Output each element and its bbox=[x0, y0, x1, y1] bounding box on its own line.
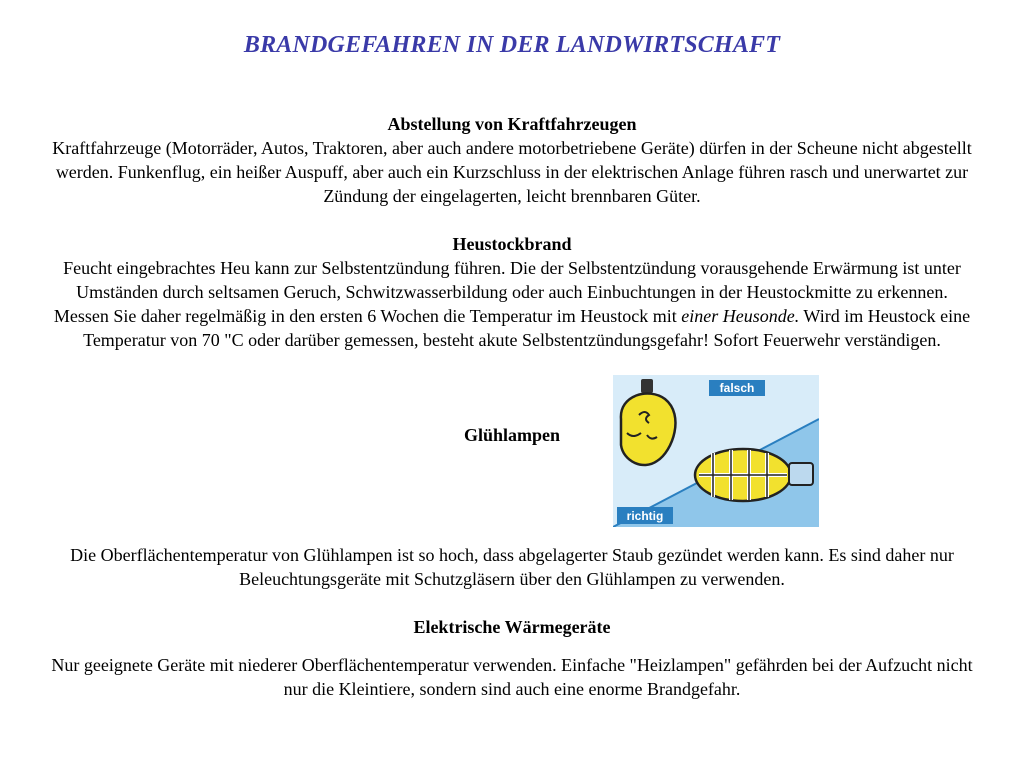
section-gluehlampen-heading bbox=[40, 423, 984, 447]
heading-waermegeraete: Elektrische Wärmegeräte bbox=[413, 617, 611, 637]
text-waermegeraete: Nur geeignete Geräte mit niederer Oberflächentemperatur verwenden. Einfache "Heizlampen" gefährden bei der Aufzucht nicht nur die Kleintiere, sondern sind auch eine enorme Brandgefahr. bbox=[51, 655, 973, 699]
label-wrong: falsch bbox=[719, 381, 755, 395]
text-gluehlampen: Die Oberflächentemperatur von Glühlampen ist so hoch, dass abgelagerter Staub gezündet werden kann. Es sind daher nur Beleuchtungsgeräte mit Schutzgläsern über den Glühlampen zu verwenden. bbox=[70, 545, 954, 589]
text-kraftfahrzeuge: Kraftfahrzeuge (Motorräder, Autos, Traktoren, aber auch andere motorbetriebene Geräte) dürfen in der Scheune nicht abgestellt werden. Funkenflug, ein heißer Auspuff, aber auch ein Kurzschluss in der elektrischen Anlage führen rasch und unerwartet zur Zündung der eingelagerten, leicht brennbaren Güter. bbox=[52, 138, 972, 206]
text-heustockbrand-2 bbox=[40, 304, 984, 352]
heading-kraftfahrzeuge: Abstellung von Kraftfahrzeugen bbox=[387, 114, 637, 134]
label-right: richtig bbox=[626, 509, 664, 523]
heading-heustockbrand: Heustockbrand bbox=[452, 234, 572, 254]
heusonde-term: einer Heusonde. bbox=[681, 306, 800, 326]
section-kraftfahrzeuge bbox=[40, 112, 984, 208]
heading-gluehlampen: Glühlampen bbox=[463, 425, 561, 445]
page-title: BRANDGEFAHREN IN DER LANDWIRTSCHAFT bbox=[243, 32, 781, 58]
lamp-illustration bbox=[613, 375, 819, 527]
section-gluehlampen-text bbox=[40, 543, 984, 591]
text-heustockbrand-2a: Messen Sie daher regelmäßig in den ersten 6 Wochen die Temperatur im Heustock mit bbox=[53, 306, 682, 326]
section-heustockbrand bbox=[40, 232, 984, 352]
section-waermegeraete bbox=[40, 615, 984, 701]
text-heustockbrand-1: Feucht eingebrachtes Heu kann zur Selbstentzündung führen. Die der Selbstentzündung vorausgehende Erwärmung ist unter Umständen durch seltsamen Geruch, Schwitzwasserbildung oder auch Einbuchtungen in der Heustockmitte zu erkennen. bbox=[63, 258, 961, 302]
text-heustockbrand-2b: Wird im Heustock eine Temperatur von 70 "C oder darüber gemessen, besteht akute Selbstentzündungsgefahr! Sofort Feuerwehr verständigen. bbox=[83, 306, 971, 350]
